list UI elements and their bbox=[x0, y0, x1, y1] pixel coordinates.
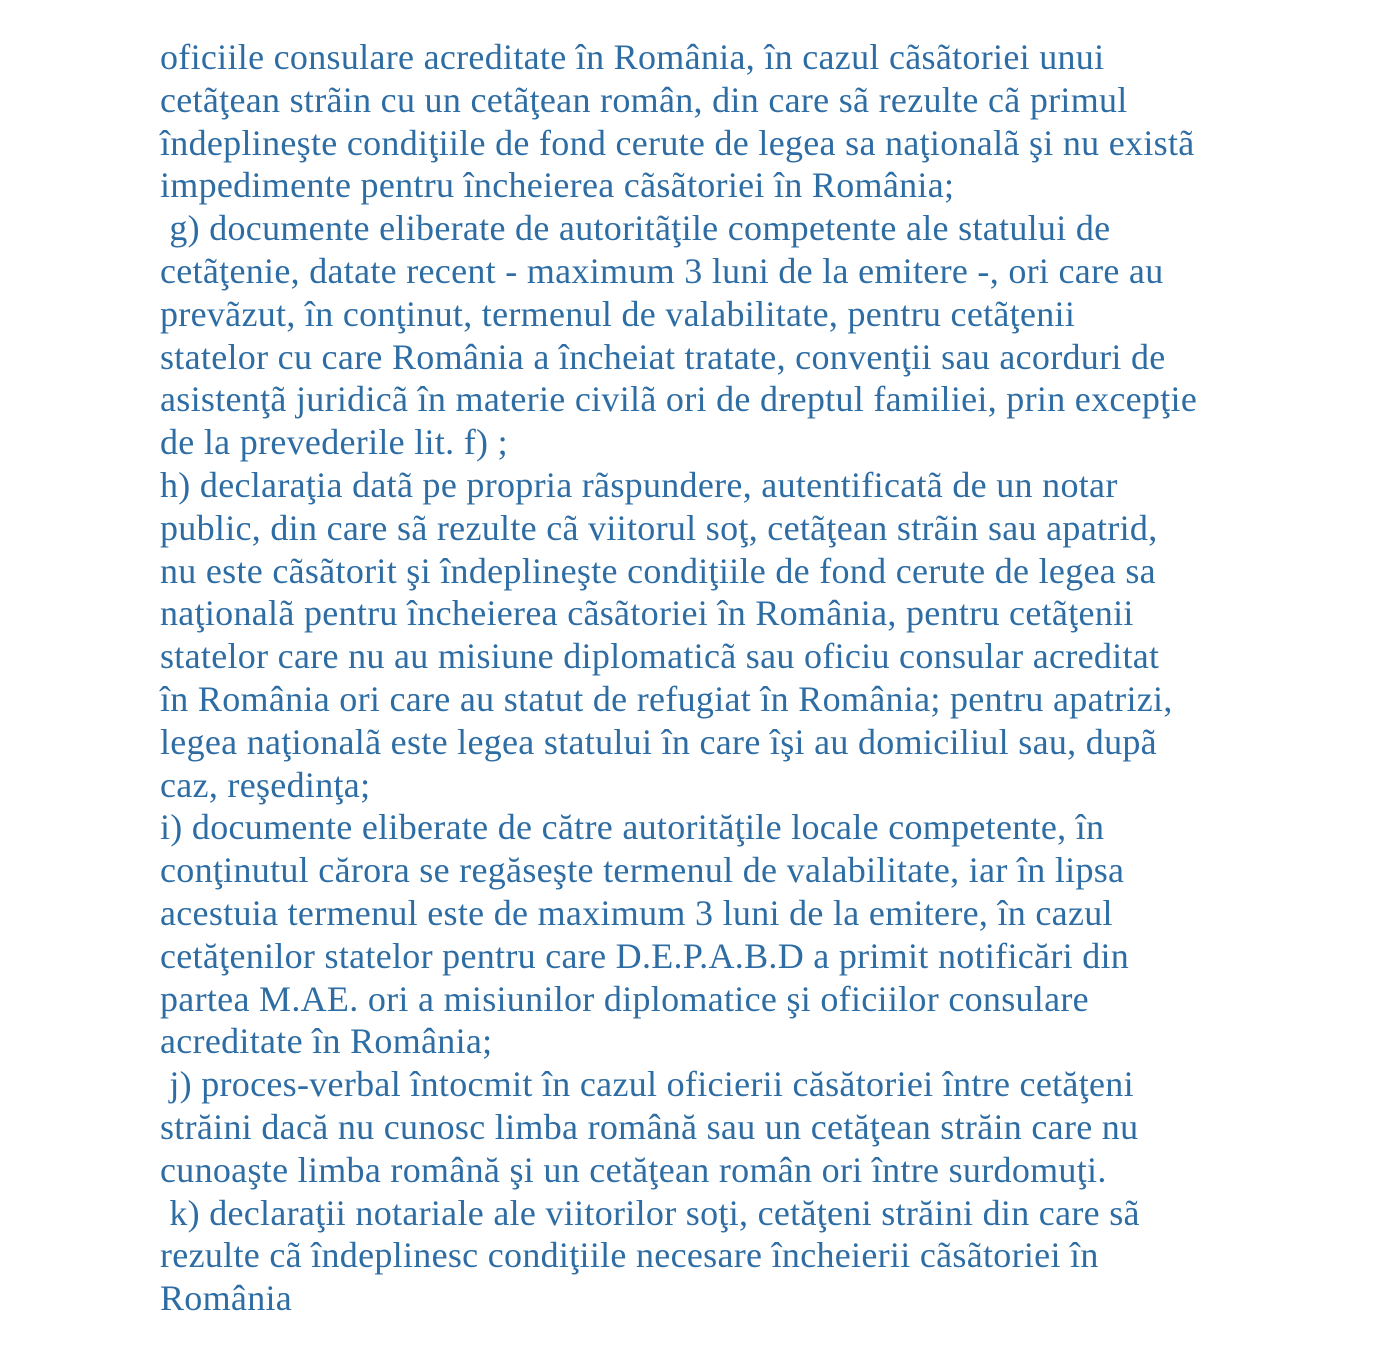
text-line: străini dacă nu cunosc limba română sau un cetăţean străin care nu bbox=[160, 1106, 1139, 1147]
text-line: legea naţionalã este legea statului în care îşi au domiciliul sau, dupã bbox=[160, 721, 1157, 762]
text-line: de la prevederile lit. f) ; bbox=[160, 422, 508, 463]
text-line: în România ori care au statut de refugiat în România; pentru apatrizi, bbox=[160, 678, 1173, 719]
text-line: statelor cu care România a încheiat tratate, convenţii sau acorduri de bbox=[160, 336, 1166, 377]
text-line: k) declaraţii notariale ale viitorilor soţi, cetăţeni străini din care sã bbox=[160, 1192, 1140, 1233]
text-line: îndeplineşte condiţiile de fond cerute de legea sa naţionalã şi nu existã bbox=[160, 122, 1195, 163]
text-line: public, din care sã rezulte cã viitorul soţ, cetãţean strãin sau apatrid, bbox=[160, 507, 1158, 548]
text-line: nu este cãsãtorit şi îndeplineşte condiţiile de fond cerute de legea sa bbox=[160, 550, 1156, 591]
text-line: impedimente pentru încheierea cãsãtoriei în România; bbox=[160, 165, 955, 206]
legal-text-block bbox=[160, 36, 1375, 1320]
text-line: partea M.AE. ori a misiunilor diplomatice şi oficiilor consulare bbox=[160, 978, 1089, 1019]
text-line: rezulte cã îndeplinesc condiţiile necesare încheierii cãsãtoriei în bbox=[160, 1235, 1099, 1276]
text-line: statelor care nu au misiune diplomaticã sau oficiu consular acreditat bbox=[160, 636, 1160, 677]
text-line: i) documente eliberate de către autorităţile locale competente, în bbox=[160, 807, 1105, 848]
text-line: naţionalã pentru încheierea cãsãtoriei în România, pentru cetãţenii bbox=[160, 593, 1134, 634]
text-line: oficiile consulare acreditate în România, în cazul cãsãtoriei unui bbox=[160, 37, 1105, 77]
text-line: asistenţã juridicã în materie civilã ori de dreptul familiei, prin excepţie bbox=[160, 379, 1198, 420]
text-line: prevãzut, în conţinut, termenul de valabilitate, pentru cetãţenii bbox=[160, 293, 1076, 334]
text-line: acestuia termenul este de maximum 3 luni de la emitere, în cazul bbox=[160, 892, 1113, 933]
text-line: cunoaşte limba română şi un cetăţean român ori între surdomuţi. bbox=[160, 1149, 1107, 1190]
text-line: cetãţenie, datate recent - maximum 3 luni de la emitere -, ori care au bbox=[160, 250, 1164, 291]
text-line: cetãţean strãin cu un cetãţean român, din care sã rezulte cã primul bbox=[160, 79, 1128, 120]
text-line: j) proces-verbal întocmit în cazul oficierii căsătoriei între cetăţeni bbox=[160, 1064, 1134, 1105]
text-line: România bbox=[160, 1278, 293, 1319]
text-line: caz, reşedinţa; bbox=[160, 764, 371, 805]
text-line: acreditate în România; bbox=[160, 1021, 493, 1062]
text-line: h) declaraţia datã pe propria rãspundere, autentificatã de un notar bbox=[160, 464, 1118, 505]
text-line: conţinutul cărora se regăseşte termenul de valabilitate, iar în lipsa bbox=[160, 850, 1125, 891]
text-line: g) documente eliberate de autoritãţile competente ale statului de bbox=[160, 208, 1111, 249]
text-line: cetăţenilor statelor pentru care D.E.P.A.B.D a primit notificări din bbox=[160, 935, 1130, 976]
